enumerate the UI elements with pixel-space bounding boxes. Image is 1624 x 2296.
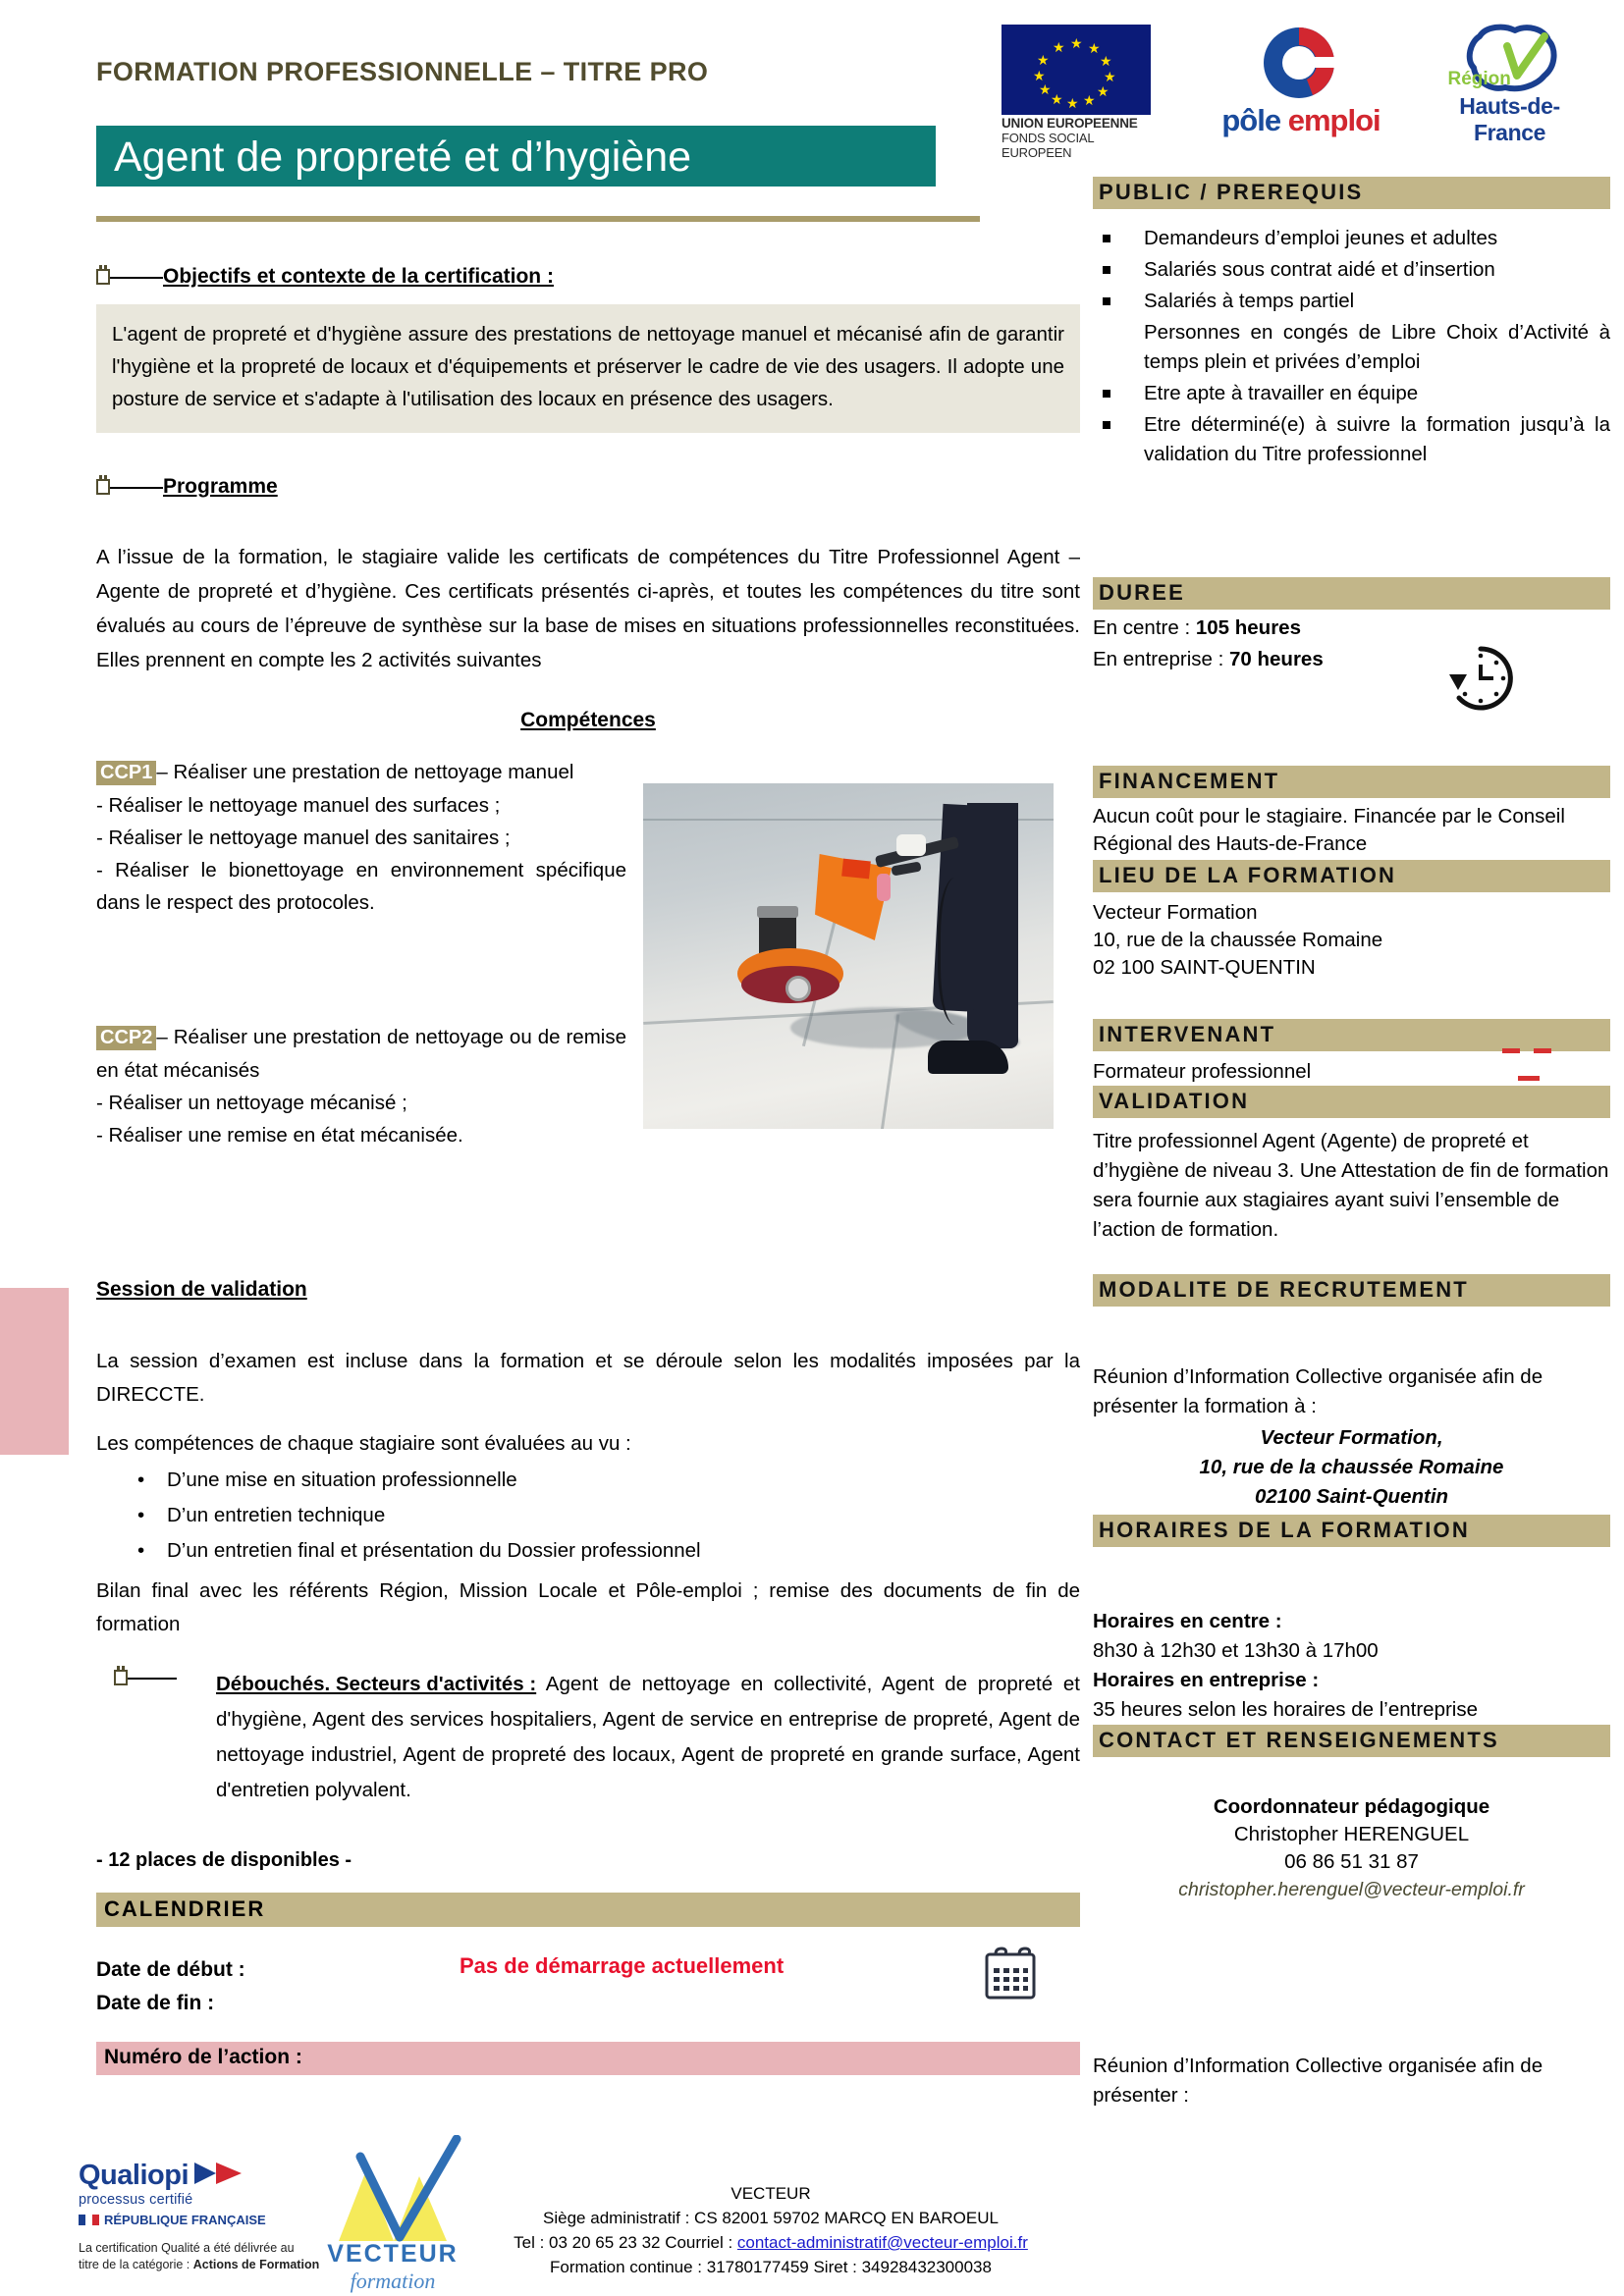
list-item	[1093, 255, 1610, 285]
validation-text: Titre professionnel Agent (Agente) de propreté et d’hygiène de niveau 3. Une Attestation de fin de formation sera fournie aux stagiaires ayant suivi l’ensemble de l’action de formation.	[1093, 1130, 1609, 1241]
ccp1-item-2: - Réaliser le nettoyage manuel des sanitaires ;	[96, 827, 511, 849]
list-item-label: Etre apte à travailler en équipe	[1144, 382, 1419, 404]
bottom-reunion-note: Réunion d’Information Collective organisée afin de présenter :	[1093, 2055, 1543, 2107]
ccp2-tag: CCP2	[96, 1026, 156, 1050]
eu-flag-icon: ★ ★ ★ ★ ★ ★ ★ ★ ★ ★ ★ ★	[1001, 25, 1151, 115]
section-marker-icon	[114, 1670, 128, 1685]
clock-icon	[1445, 643, 1516, 714]
public-prerequis-list	[1093, 224, 1610, 471]
pole-emploi-word-emploi: emploi	[1287, 103, 1380, 137]
duree-entreprise-row	[1093, 646, 1610, 673]
ccp1-item-1: - Réaliser le nettoyage manuel des surfaces ;	[96, 794, 501, 817]
ccp1-item-3: - Réaliser le bionettoyage en environnement spécifique dans le respect des protocoles.	[96, 859, 626, 914]
section-marker-icon	[96, 269, 110, 285]
bilan-paragraph: Bilan final avec les référents Région, Mission Locale et Pôle-emploi ; remise des documents de fin de formation	[96, 1579, 1080, 1635]
competences-heading: Compétences	[520, 709, 656, 731]
list-item	[1093, 287, 1610, 316]
section-marker-icon	[96, 479, 110, 495]
objectifs-body: L'agent de propreté et d'hygiène assure des prestations de nettoyage manuel et mécanisé afin de garantir l'hygiène et la propreté de locaux et d'équipements et préserver le cadre de vie des usagers. Il adopte une posture de service et s'adapte à l'utilisation des locaux en présence des usagers.	[96, 304, 1080, 433]
floor-cleaning-photo	[643, 783, 1054, 1129]
ccp2-item-1: - Réaliser un nettoyage mécanisé ;	[96, 1092, 407, 1114]
eu-logo-line1: UNION EUROPEENNE	[1001, 116, 1138, 131]
ccp2-title: – Réaliser une prestation de nettoyage ou de remise en état mécanisés	[96, 1026, 626, 1082]
duree-centre-label: En centre :	[1093, 616, 1196, 639]
qualiopi-arrows-icon	[194, 2161, 245, 2191]
modalite-address-line1: Vecteur Formation,	[1260, 1426, 1443, 1449]
horaires-entreprise-label: Horaires en entreprise :	[1093, 1669, 1320, 1691]
debouches-body: Agent de nettoyage en collectivité, Agent de propreté et d'hygiène, Agent des services hospitaliers, Agent de service en entreprise de propreté, Agent de nettoyage industriel, Agent de propreté des locaux, Agent de propreté en grande surface, Agent d'entretien polyvalent.	[216, 1673, 1080, 1801]
modalite-text: Réunion d’Information Collective organisée afin de présenter la formation à :	[1093, 1365, 1543, 1417]
objectifs-heading: Objectifs et contexte de la certification :	[163, 265, 554, 288]
contact-phone: 06 86 51 31 87	[1284, 1850, 1419, 1873]
debouches-heading: Débouchés. Secteurs d'activités :	[216, 1673, 537, 1695]
eu-logo	[1001, 25, 1151, 160]
logo-strip	[1001, 25, 1591, 160]
duree-centre-row	[1093, 614, 1610, 642]
list-item-label: Etre déterminé(e) à suivre la formation jusqu’à la validation du Titre professionnel	[1144, 413, 1610, 465]
list-item-label: Demandeurs d’emploi jeunes et adultes	[1144, 227, 1498, 249]
vecteur-formation-sub: formation	[350, 2269, 436, 2293]
duree-bar: DUREE	[1093, 577, 1610, 610]
france-map-icon	[1446, 23, 1574, 93]
qualiopi-subtitle: processus certifié	[79, 2192, 193, 2208]
qualiopi-note-category: Actions de Formation	[192, 2258, 320, 2271]
header-kicker: FORMATION PROFESSIONNELLE – TITRE PRO	[96, 57, 709, 86]
footer-contact-block	[461, 2181, 1080, 2279]
list-item-label: Salariés à temps partiel	[1144, 290, 1355, 312]
title-divider-rule	[96, 216, 980, 222]
vecteur-wordmark: VECTEUR	[327, 2240, 459, 2268]
region-hauts-de-france-logo	[1424, 23, 1596, 146]
list-item	[1093, 410, 1610, 469]
heading-underline-tail	[110, 277, 163, 279]
horaires-entreprise-value: 35 heures selon les horaires de l’entreprise	[1093, 1698, 1479, 1721]
modalite-recrutement-bar: MODALITE DE RECRUTEMENT	[1093, 1274, 1610, 1307]
programme-heading: Programme	[163, 475, 278, 498]
duree-centre-value: 105 heures	[1195, 616, 1301, 639]
modalite-address-line3: 02100 Saint-Quentin	[1254, 1485, 1449, 1508]
duree-entreprise-label: En entreprise :	[1093, 648, 1230, 670]
square-bullet-icon	[1103, 421, 1110, 429]
eu-logo-line2: FONDS SOCIAL EUROPEEN	[1001, 131, 1094, 160]
ccp1-title: – Réaliser une prestation de nettoyage manuel	[156, 761, 574, 783]
page-title-band	[96, 126, 936, 187]
footer-siege: Siège administratif : CS 82001 59702 MARCQ EN BAROEUL	[543, 2209, 999, 2227]
lieu-line-1: Vecteur Formation	[1093, 901, 1258, 924]
lieu-line-3: 02 100 SAINT-QUENTIN	[1093, 956, 1316, 979]
footer-org: VECTEUR	[731, 2184, 811, 2203]
programme-body: A l’issue de la formation, le stagiaire valide les certificats de compétences du Titre Professionnel Agent –Agente de propreté et d’hygiène. Ces certificats présentés ci-après, et toutes les compétences du titre sont évalués au cours de l’épreuve de synthèse sur la base de mises en situations professionnelles reconstituées. Elles prennent en compte les 2 activités suivantes	[96, 546, 1080, 671]
qualiopi-wordmark: Qualiopi	[79, 2160, 189, 2191]
list-item	[96, 1463, 1080, 1498]
qualiopi-republique: RÉPUBLIQUE FRANÇAISE	[79, 2213, 334, 2228]
lieu-line-2: 10, rue de la chaussée Romaine	[1093, 929, 1383, 951]
objectifs-heading-row	[96, 265, 1088, 289]
horaires-centre-value: 8h30 à 12h30 et 13h30 à 17h00	[1093, 1639, 1379, 1662]
ccp2-item-2: - Réaliser une remise en état mécanisée.	[96, 1124, 463, 1147]
contact-email[interactable]: christopher.herenguel@vecteur-emploi.fr	[1178, 1879, 1525, 1900]
calendar-icon	[982, 1947, 1039, 2003]
session-validation-heading: Session de validation	[96, 1278, 307, 1301]
date-debut-label: Date de début :	[96, 1958, 245, 1981]
validation-bar: VALIDATION	[1093, 1086, 1610, 1118]
qualiopi-note-line1: La certification Qualité a été délivrée au	[79, 2241, 295, 2255]
date-fin-label: Date de fin :	[96, 1992, 215, 2014]
places-available: - 12 places de disponibles -	[96, 1849, 352, 1871]
lieu-formation-bar: LIEU DE LA FORMATION	[1093, 860, 1610, 892]
square-bullet-icon	[1103, 297, 1110, 305]
ccp1-tag: CCP1	[96, 761, 156, 785]
list-item	[1093, 318, 1610, 377]
region-name: Hauts-de-France	[1459, 93, 1560, 145]
session-heading-row	[96, 1278, 1088, 1302]
list-item-label: D’un entretien technique	[167, 1504, 386, 1526]
bullet-dot-icon: •	[137, 1539, 145, 1562]
bullet-dot-icon: •	[137, 1504, 145, 1526]
page-title: Agent de propreté et d’hygiène	[114, 133, 692, 181]
contact-role: Coordonnateur pédagogique	[1213, 1795, 1490, 1818]
calendrier-dates	[96, 1953, 1080, 2020]
list-item-label: D’un entretien final et présentation du Dossier professionnel	[167, 1539, 701, 1562]
square-bullet-icon	[1103, 390, 1110, 398]
list-item	[1093, 224, 1610, 253]
intervenant-text: Formateur professionnel	[1093, 1060, 1312, 1083]
region-label: Région	[1447, 69, 1511, 89]
contact-block	[1093, 1793, 1610, 1903]
programme-heading-row	[96, 475, 1088, 499]
pink-edge-accent	[0, 1288, 69, 1455]
heading-underline-tail	[128, 1678, 177, 1680]
pole-emploi-wordmark	[1208, 103, 1394, 138]
session-paragraph-1: La session d’examen est incluse dans la formation et se déroule selon les modalités imposées par la DIRECCTE.	[96, 1350, 1080, 1406]
square-bullet-icon	[1103, 266, 1110, 274]
footer-email-link[interactable]: contact-administratif@vecteur-emploi.fr	[736, 2233, 1028, 2252]
list-item	[96, 1498, 1080, 1533]
session-paragraph-2: Les compétences de chaque stagiaire sont évaluées au vu :	[96, 1432, 631, 1455]
calendrier-section-bar: CALENDRIER	[96, 1893, 1080, 1927]
horaires-bar: HORAIRES DE LA FORMATION	[1093, 1515, 1610, 1547]
list-item	[1093, 379, 1610, 408]
pole-emploi-logo	[1208, 25, 1394, 138]
debouches-block	[96, 1667, 1080, 1808]
modalite-address	[1093, 1423, 1610, 1512]
competences-heading-row	[96, 709, 1080, 732]
footer-tel-row	[461, 2230, 1080, 2255]
intervenant-bar: INTERVENANT	[1093, 1019, 1610, 1051]
bullet-dot-icon: •	[137, 1468, 145, 1491]
numero-action-bar: Numéro de l’action :	[96, 2042, 1080, 2075]
footer-tel: Tel : 03 20 65 23 32 Courriel :	[514, 2233, 737, 2252]
modalite-address-line2: 10, rue de la chaussée Romaine	[1199, 1456, 1504, 1478]
financement-text: Aucun coût pour le stagiaire. Financée par le Conseil Régional des Hauts-de-France	[1093, 805, 1565, 855]
footer-ids: Formation continue : 31780177459 Siret : 34928432300038	[550, 2258, 992, 2276]
session-bullet-list	[96, 1463, 1080, 1569]
list-item-label: Personnes en congés de Libre Choix d’Activité à temps plein et privées d’emploi	[1144, 321, 1610, 373]
list-item-label: Salariés sous contrat aidé et d’insertion	[1144, 258, 1495, 281]
heading-underline-tail	[110, 487, 163, 489]
date-start-value: Pas de démarrage actuellement	[460, 1953, 785, 1978]
contact-bar: CONTACT ET RENSEIGNEMENTS	[1093, 1725, 1610, 1757]
horaires-centre-label: Horaires en centre :	[1093, 1610, 1282, 1632]
duree-entreprise-value: 70 heures	[1229, 648, 1324, 670]
financement-bar: FINANCEMENT	[1093, 766, 1610, 798]
list-item	[96, 1533, 1080, 1569]
pole-emploi-word-pole: pôle	[1221, 103, 1281, 137]
pole-emploi-e-icon	[1252, 25, 1350, 101]
french-flag-icon	[79, 2214, 100, 2228]
red-marks-decoration	[1502, 1048, 1553, 1080]
qualiopi-note-line2: titre de la catégorie :	[79, 2258, 193, 2271]
ccp2-block	[96, 1021, 626, 1151]
square-bullet-icon	[1103, 235, 1110, 242]
ccp1-block	[96, 756, 626, 919]
list-item-label: D’une mise en situation professionnelle	[167, 1468, 517, 1491]
public-prerequis-bar: PUBLIC / PREREQUIS	[1093, 177, 1610, 209]
contact-name: Christopher HERENGUEL	[1233, 1823, 1470, 1845]
